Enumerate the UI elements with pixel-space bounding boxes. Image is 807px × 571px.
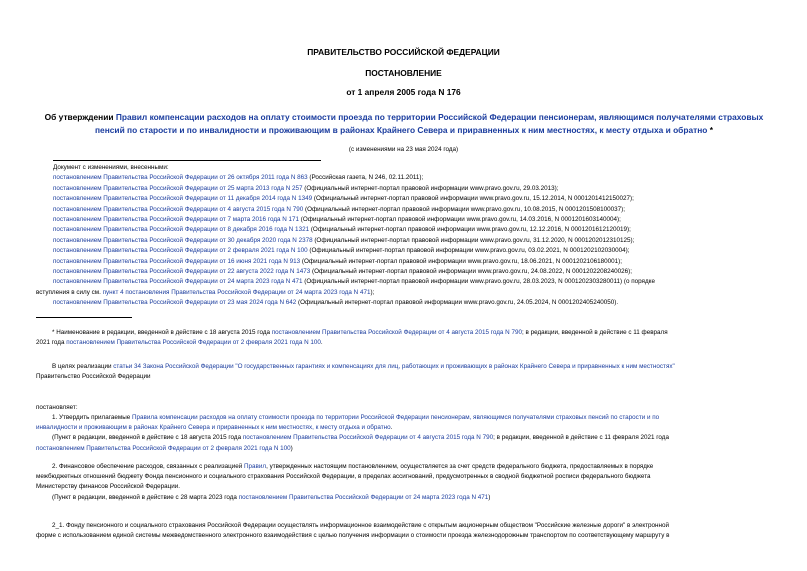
amendments-intro: Документ с изменениями, внесенными: (53, 164, 169, 171)
amendment-link[interactable]: постановлением Правительства Российской Федерации от 25 марта 2013 года N 257 (53, 184, 303, 192)
amendment-link[interactable]: постановлением Правительства Российской Федерации от 2 февраля 2021 года N 100 (53, 247, 308, 255)
clause-text: межбюджетных отношений бюджету Фонда пенсионного и социального страхования Российской Федерации, в пределах ассигнований, предусмотренных в сводной бюджетной росписи федерального бюджета (36, 473, 651, 481)
amendment-source: (Официальный интернет-портал правовой информации www.pravo.gov.ru, 15.12.2014, N 0001201412150027); (312, 195, 634, 203)
amendment-source: (Официальный интернет-портал правовой информации www.pravo.gov.ru, 24.08.2022, N 0001202208240026); (310, 268, 633, 276)
amendment-link[interactable]: постановлением Правительства Российской Федерации от 30 декабря 2020 года N 2378 (53, 236, 313, 244)
amendment-link[interactable]: постановлением Правительства Российской Федерации от 26 октября 2011 года N 863 (53, 174, 308, 182)
amendment-source: (Официальный интернет-портал правовой информации www.pravo.gov.ru, 24.05.2024, N 0001202405240050). (296, 299, 619, 307)
preamble (36, 362, 796, 382)
clause-text: . (390, 424, 393, 432)
amendment-source: (Официальный интернет-портал правовой информации www.pravo.gov.ru, 10.08.2015, N 0001201508100037); (303, 205, 626, 213)
amendment-source: (Официальный интернет-портал правовой информации www.pravo.gov.ru, 28.03.2023, N 0001202303280011) (о порядке (302, 278, 655, 286)
amendments-divider (53, 160, 321, 161)
amendment-link[interactable]: постановлением Правительства Российской Федерации от 8 декабря 2016 года N 1321 (53, 226, 310, 234)
clause-note: ) (488, 493, 491, 501)
clause-text: 2_1. Фонду пенсионного и социального страхования Российской Федерации осуществлять информационное взаимодействие с открытым акционерным обществом "Российские железные дороги" в электронной (52, 522, 670, 529)
document-date-number: от 1 апреля 2005 года N 176 (346, 87, 461, 97)
amendment-source: (Официальный интернет-портал правовой информации www.pravo.gov.ru, 14.03.2016, N 0001201603140004); (299, 216, 621, 224)
clause-2-1 (36, 521, 796, 541)
footnote-link[interactable]: постановлением Правительства Российской Федерации от 2 февраля 2021 года N 100 (66, 339, 321, 347)
clause-text: 1. Утвердить прилагаемые (52, 414, 132, 421)
clause-note-link[interactable]: постановлением Правительства Российской Федерации от 2 февраля 2021 года N 100 (36, 444, 291, 452)
clause-1 (36, 413, 796, 454)
law-article-link[interactable]: статьи 34 Закона Российской Федерации "О государственных гарантиях и компенсациях для лиц, работающих и проживающих в районах Крайнего Севера и приравненных к ним местностях" (113, 363, 675, 370)
list-item (53, 246, 795, 256)
clause-note: ; в редакции, введенной в действие с 11 февраля 2021 года (493, 434, 669, 442)
amendment-link[interactable]: постановлением Правительства Российской Федерации от 7 марта 2016 года N 171 (53, 216, 300, 224)
list-item (53, 225, 795, 235)
rules-link[interactable]: инвалидности и проживающим в районах Крайнего Севера и приравненных к ним местностях, к месту отдыха и обратно (36, 424, 391, 432)
amendment-source: (Официальный интернет-портал правовой информации www.pravo.gov.ru, 03.02.2021, N 0001202102030004); (307, 247, 630, 255)
title-rules-link[interactable]: Правил компенсации расходов на оплату стоимости проезда по территории Российской Федерации пенсионерам, являющимся получателями страховых пенсий по старости и по инвалидности и проживающим в районах Крайнего Севера и приравненных к ним местностях, к месту отдыха и обратно (95, 112, 764, 135)
footnote-text: * Наименование в редакции, введенной в действие с 18 августа 2015 года (52, 329, 272, 336)
list-item (53, 215, 795, 225)
footnote-text: 2021 года (36, 339, 67, 347)
amendment-link[interactable]: постановлением Правительства Российской Федерации от 24 марта 2023 года N 471 (53, 278, 303, 286)
amendment-link[interactable]: постановлением Правительства Российской Федерации от 4 августа 2015 года N 790 (53, 205, 304, 213)
footnote-text: . (320, 339, 323, 347)
clause-text: 2. Финансовое обеспечение расходов, связанных с реализацией (52, 463, 245, 470)
amendment-source: (Российская газета, N 246, 02.11.2011); (307, 174, 424, 182)
list-item (53, 205, 795, 215)
list-item-continuation (36, 288, 795, 298)
list-item (53, 277, 795, 287)
list-item (53, 236, 795, 246)
clause-note: (Пункт в редакции, введенной в действие с 28 марта 2023 года (52, 493, 239, 501)
list-item (53, 257, 795, 267)
amendment-source: (Официальный интернет-портал правовой информации www.pravo.gov.ru, 18.06.2021, N 0001202106180001); (300, 257, 622, 265)
clause-text: форме с использованием единой системы межведомственного электронного взаимодействия с целью получения информации о стоимости проезда железнодорожным транспортом по соответствующему маршруту в (36, 532, 670, 540)
list-item (53, 298, 795, 308)
amendment-link[interactable]: постановлением Правительства Российской Федерации от 16 июня 2021 года N 913 (53, 257, 301, 265)
decides-word: постановляет: (36, 404, 78, 411)
amendment-note: вступления в силу см. (36, 288, 103, 296)
amendment-link[interactable]: постановлением Правительства Российской Федерации от 22 августа 2022 года N 1473 (53, 268, 311, 276)
clause-note-link[interactable]: постановлением Правительства Российской Федерации от 4 августа 2015 года N 790 (242, 434, 494, 442)
clause-text: , утвержденных настоящим постановлением, осуществляется за счет средств федерального бюджета, предоставляемых в порядке (266, 463, 654, 470)
footnote-divider (36, 317, 132, 318)
clause-note: ) (290, 444, 293, 452)
preamble-text: В целях реализации (52, 363, 114, 370)
footnote-link[interactable]: постановлением Правительства Российской Федерации от 4 августа 2015 года N 790 (271, 329, 522, 336)
amendment-link[interactable]: постановлением Правительства Российской Федерации от 23 мая 2024 года N 642 (53, 299, 297, 307)
clause-text: Министерству финансов Российской Федерации. (36, 483, 181, 491)
amendment-link[interactable]: постановлением Правительства Российской Федерации от 11 декабря 2014 года N 1349 (53, 195, 313, 203)
amendment-source: (Официальный интернет-портал правовой информации www.pravo.gov.ru, 29.03.2013); (302, 184, 559, 192)
document-type: ПОСТАНОВЛЕНИЕ (365, 68, 442, 78)
title-footnote-mark: * (707, 125, 713, 135)
revision-date: (с изменениями на 23 мая 2024 года) (348, 146, 459, 153)
amendment-note-end: ); (370, 288, 375, 296)
document-title (40, 111, 768, 137)
preamble-text: Правительство Российской Федерации (36, 373, 151, 381)
clause-note-link[interactable]: постановлением Правительства Российской Федерации от 24 марта 2023 года N 471 (238, 493, 489, 501)
title-prefix: Об утверждении (44, 112, 116, 122)
issuing-authority: ПРАВИТЕЛЬСТВО РОССИЙСКОЙ ФЕДЕРАЦИИ (307, 47, 500, 57)
clause-note: (Пункт в редакции, введенной в действие с 18 августа 2015 года (52, 434, 243, 442)
footnote-text: ; в редакции, введенной в действие с 11 февраля (521, 329, 668, 336)
rules-link[interactable]: Правил (244, 463, 267, 470)
amendment-source: (Официальный интернет-портал правовой информации www.pravo.gov.ru, 12.12.2016, N 0001201612120019); (309, 226, 631, 234)
footnote (36, 328, 796, 348)
list-item (53, 184, 795, 194)
list-item (53, 267, 795, 277)
list-item (53, 194, 795, 204)
amendments-list (36, 163, 795, 309)
rules-link[interactable]: Правила компенсации расходов на оплату стоимости проезда по территории Российской Федерации пенсионерам, являющимся получателями страховых пенсий по старости и по (132, 414, 660, 421)
amendment-source: (Официальный интернет-портал правовой информации www.pravo.gov.ru, 31.12.2020, N 0001202012310125); (312, 236, 635, 244)
list-item (53, 173, 795, 183)
clause-2 (36, 462, 796, 503)
amendment-entry-into-force-link[interactable]: пункт 4 постановления Правительства Российской Федерации от 24 марта 2023 года N 471 (102, 288, 371, 296)
